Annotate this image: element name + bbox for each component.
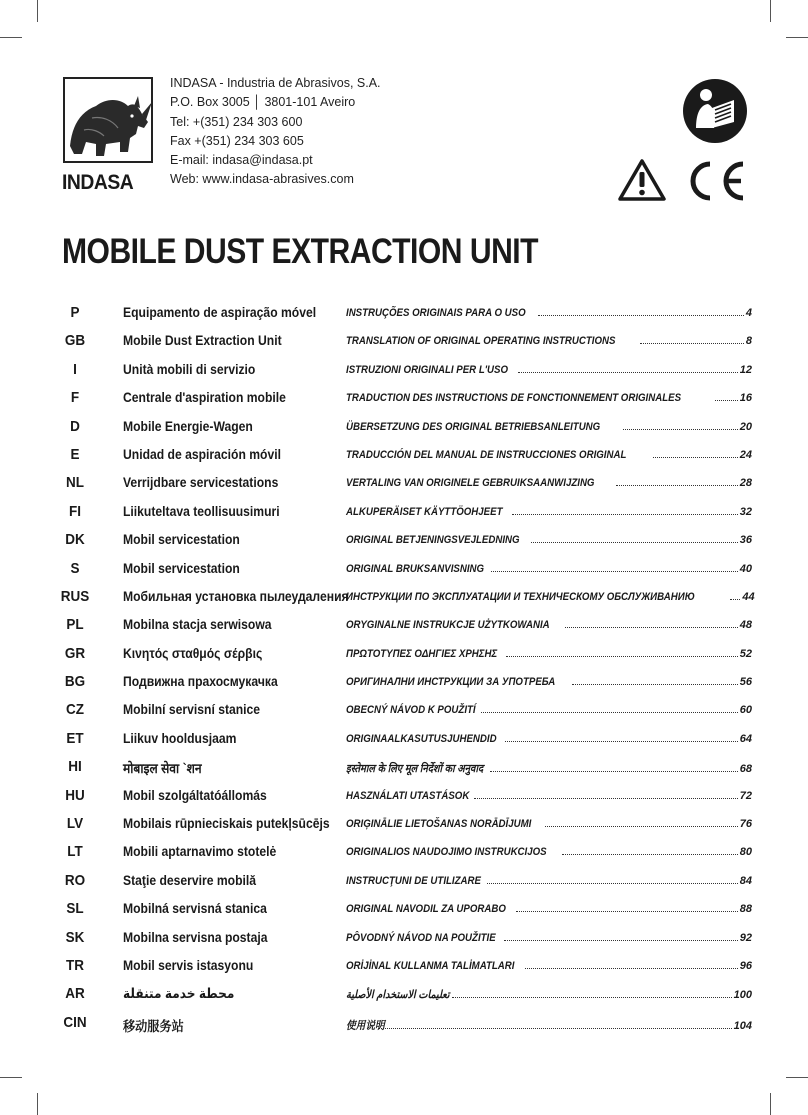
language-code: CIN [63, 1013, 87, 1031]
language-code: RUS [60, 587, 90, 605]
crop-mark [770, 1093, 771, 1115]
page-number: 60 [739, 704, 752, 717]
instructions-title: ORIGINAL BETJENINGSVEJLEDNING [346, 534, 520, 547]
language-code: NL [66, 474, 84, 492]
instructions-title: VERTALING VAN ORIGINELE GEBRUIKSAANWIJZING [346, 477, 595, 490]
language-product-name: Mobil servicestation [123, 560, 240, 576]
dot-leader [565, 627, 737, 628]
instructions-title: TRADUCTION DES INSTRUCTIONS DE FONCTIONNEMENT ORIGINALES [346, 392, 682, 405]
language-product-name: Mobilna servisna postaja [123, 929, 268, 945]
toc-row[interactable] [40, 414, 752, 442]
toc-row[interactable] [40, 925, 752, 953]
page-number: 16 [739, 392, 752, 405]
language-code: DK [65, 531, 85, 549]
instructions-entry [346, 534, 752, 546]
page-number: 20 [739, 420, 752, 433]
instructions-entry [346, 818, 752, 830]
toc-row[interactable] [40, 499, 752, 527]
dot-leader [730, 599, 740, 600]
language-product-name: Mobil servicestation [123, 532, 240, 548]
instructions-title: ORYGINALNE INSTRUKCJE UŻYTKOWANIA [346, 619, 550, 632]
company-phone: Tel: +(351) 234 303 600 [170, 114, 303, 129]
language-product-name: Подвижна прахосмукачка [123, 674, 278, 690]
dot-leader [518, 372, 738, 373]
instructions-entry [346, 392, 752, 404]
page-number: 12 [739, 363, 752, 376]
language-product-name: Mobil szolgáltatóállomás [123, 787, 267, 803]
language-product-name: Mobilna stacja serwisowa [123, 617, 272, 633]
crop-mark [786, 37, 808, 38]
dot-leader [562, 854, 738, 855]
document-title: MOBILE DUST EXTRACTION UNIT [62, 232, 539, 271]
instructions-title: ORİJİNAL KULLANMA TALİMATLARI [346, 959, 515, 972]
language-code: I [73, 360, 77, 378]
instructions-title: INSTRUCŢUNI DE UTILIZARE [346, 874, 481, 887]
instructions-title: ИНСТРУКЦИИ ПО ЭКСПЛУАТАЦИИ И ТЕХНИЧЕСКОМУ ОБСЛУЖИВАНИЮ [346, 590, 695, 603]
instructions-title: ISTRUZIONI ORIGINALI PER L'USO [346, 363, 509, 376]
language-code: AR [65, 985, 85, 1003]
instructions-entry [346, 449, 752, 461]
instructions-entry [346, 619, 752, 631]
instructions-title: OBECNÝ NÁVOD K POUŽITÍ [346, 704, 476, 717]
language-product-name: Liikuv hooldusjaam [123, 730, 237, 746]
crop-mark [0, 1077, 22, 1078]
instructions-entry [346, 960, 752, 972]
instructions-entry [346, 1017, 752, 1033]
instructions-title: HASZNÁLATI UTASTÁSOK [346, 789, 470, 802]
crop-mark [37, 1093, 38, 1115]
page-number: 80 [739, 846, 752, 859]
toc-row[interactable] [40, 868, 752, 896]
instructions-title: ORIGINAL NAVODIL ZA UPORABO [346, 903, 506, 916]
language-product-name: Centrale d'aspiration mobile [123, 390, 286, 406]
company-email: E-mail: indasa@indasa.pt [170, 153, 313, 168]
dot-leader [545, 826, 738, 827]
indasa-logo [62, 76, 154, 194]
toc-row[interactable] [40, 584, 755, 612]
language-code: RO [64, 871, 86, 889]
toc-row[interactable] [40, 1010, 752, 1038]
crop-mark [0, 37, 22, 38]
toc-row[interactable] [40, 527, 752, 555]
toc-row[interactable] [40, 470, 752, 498]
instructions-entry [346, 506, 752, 518]
toc-row[interactable] [40, 697, 752, 725]
instructions-entry [346, 307, 752, 319]
dot-leader [506, 656, 738, 657]
page-number: 40 [739, 562, 752, 575]
language-product-name: Mobile Dust Extraction Unit [123, 333, 282, 349]
dot-leader [531, 542, 738, 543]
language-code: FI [68, 502, 82, 520]
instructions-title: ΠΡΩΤΟΤΥΠΕΣ ΟΔΗΓΙΕΣ ΧΡΗΣΗΣ [346, 647, 498, 660]
language-product-name: मोबाइल सेवा `शन [123, 761, 202, 777]
instructions-entry [346, 846, 752, 858]
toc-row[interactable] [40, 357, 752, 385]
dot-leader [616, 485, 737, 486]
instructions-entry [346, 875, 752, 887]
page-number: 8 [745, 335, 752, 348]
instructions-title: 使用说明 [346, 1019, 385, 1032]
ce-mark-icon [681, 158, 747, 204]
toc-row[interactable] [40, 783, 752, 811]
toc-row[interactable] [40, 328, 752, 356]
instructions-entry [346, 648, 752, 660]
dot-leader [487, 883, 737, 884]
language-code: ET [66, 729, 84, 747]
toc-row[interactable] [40, 839, 752, 867]
instructions-title: TRADUCCIÓN DEL MANUAL DE INSTRUCCIONES ORIGINAL [346, 448, 627, 461]
crop-mark [770, 0, 771, 22]
page-number: 28 [739, 477, 752, 490]
page-number: 36 [739, 534, 752, 547]
instructions-title: ОРИГИНАЛНИ ИНСТРУКЦИИ ЗА УПОТРЕБА [346, 676, 556, 689]
language-code: LV [66, 815, 84, 833]
language-product-name: Verrijdbare servicestations [123, 475, 279, 491]
company-info [170, 74, 381, 190]
dot-leader [505, 741, 738, 742]
language-code: HU [65, 786, 85, 804]
page-number: 48 [739, 619, 752, 632]
dot-leader [623, 429, 738, 430]
instructions-title: ORIĢINĀLIE LIETOŠANAS NORĀDĪJUMI [346, 818, 532, 831]
language-product-name: محطة خدمة متنقلة [123, 986, 235, 1002]
page-number: 100 [733, 989, 752, 1002]
dot-leader [525, 968, 737, 969]
dot-leader [491, 571, 738, 572]
toc-row[interactable] [40, 981, 752, 1009]
toc-row[interactable] [40, 896, 752, 924]
page-number: 32 [739, 505, 752, 518]
instructions-entry [346, 733, 752, 745]
instructions-entry [346, 364, 752, 376]
instructions-entry [346, 563, 752, 575]
instructions-title: ÜBERSETZUNG DES ORIGINAL BETRIEBSANLEITUNG [346, 420, 601, 433]
dot-leader [481, 712, 737, 713]
toc-row[interactable] [40, 641, 752, 669]
instructions-entry [346, 903, 752, 915]
language-product-name: Κινητός σταθμός σέρβις [123, 645, 263, 661]
language-product-name: Mobilní servisní stanice [123, 702, 261, 718]
toc-row[interactable] [40, 726, 752, 754]
instructions-entry [346, 477, 752, 489]
language-code: GB [64, 332, 86, 350]
language-table-of-contents [40, 300, 755, 1038]
toc-row[interactable] [40, 385, 752, 413]
toc-row[interactable] [40, 669, 752, 697]
instructions-title: PÔVODNÝ NÁVOD NA POUŽITIE [346, 931, 496, 944]
instructions-entry [346, 932, 752, 944]
language-code: SK [65, 928, 85, 946]
page-number: 88 [739, 903, 752, 916]
toc-row[interactable] [40, 556, 752, 584]
language-product-name: Liikuteltava teollisuusimuri [123, 503, 280, 519]
dot-leader [538, 315, 744, 316]
dot-leader [474, 798, 738, 799]
language-product-name: Unidad de aspiración móvil [123, 446, 281, 462]
language-code: HI [68, 758, 82, 776]
page-number: 68 [739, 763, 752, 776]
language-product-name: Staţie deservire mobilă [123, 872, 257, 888]
dot-leader [516, 911, 738, 912]
instructions-entry [346, 676, 752, 688]
company-web: Web: www.indasa-abrasives.com [170, 172, 354, 187]
dot-leader [653, 457, 738, 458]
dot-leader [715, 400, 738, 401]
read-manual-icon [682, 78, 748, 144]
language-code: S [70, 559, 80, 577]
page-number: 4 [745, 307, 752, 319]
instructions-entry [346, 761, 752, 776]
instructions-title: ORIGINAALKASUTUSJUHENDID [346, 732, 497, 745]
dot-leader [512, 514, 738, 515]
toc-row[interactable] [40, 612, 752, 640]
page-number: 24 [739, 448, 752, 461]
toc-row[interactable] [40, 811, 752, 839]
company-fax: Fax +(351) 234 303 605 [170, 133, 304, 148]
instructions-entry [346, 590, 755, 603]
language-product-name: Мобильная установка пылеудаления [123, 588, 349, 604]
company-name: INDASA - Industria de Abrasivos, S.A. [170, 76, 381, 90]
dot-leader [452, 997, 732, 998]
language-code: GR [64, 644, 86, 662]
company-address: P.O. Box 3005 │ 3801-101 Aveiro [170, 95, 356, 110]
language-product-name: Mobil servis istasyonu [123, 957, 254, 973]
language-code: D [70, 417, 80, 435]
instructions-title: ALKUPERÄISET KÄYTTÖOHJEET [346, 505, 503, 518]
crop-mark [786, 1077, 808, 1078]
instructions-entry [346, 335, 752, 347]
instructions-title: ORIGINAL BRUKSANVISNING [346, 562, 485, 575]
instructions-title: تعليمات الاستخدام الأصلية [346, 989, 450, 1002]
warning-icon [618, 158, 666, 202]
page-number: 84 [739, 874, 752, 887]
language-product-name: Mobilná servisná stanica [123, 901, 267, 917]
language-product-name: Mobilais rūpnieciskais putekļsūcējs [123, 816, 330, 832]
crop-mark [37, 0, 38, 22]
page-number: 72 [739, 789, 752, 802]
page-number: 92 [739, 931, 752, 944]
page-number: 104 [733, 1019, 752, 1032]
language-code: LT [67, 843, 83, 861]
language-code: PL [66, 616, 84, 634]
instructions-entry [346, 988, 752, 1001]
language-product-name: Mobile Energie-Wagen [123, 418, 253, 434]
language-product-name: Mobili aptarnavimo stotelė [123, 844, 277, 860]
toc-row[interactable] [40, 754, 752, 782]
dot-leader [572, 684, 738, 685]
page-number: 52 [739, 647, 752, 660]
toc-row[interactable] [40, 442, 752, 470]
dot-leader [640, 343, 744, 344]
language-code: BG [64, 673, 86, 691]
language-code: F [70, 389, 80, 407]
language-product-name: Unità mobili di servizio [123, 361, 256, 377]
instructions-entry [346, 421, 752, 433]
page-number: 76 [739, 818, 752, 831]
page-number: 56 [739, 676, 752, 689]
page-number: 96 [739, 959, 752, 972]
language-product-name: Equipamento de aspiração móvel [123, 305, 317, 320]
language-code: P [70, 304, 80, 321]
language-code: E [70, 445, 80, 463]
instructions-entry [346, 704, 752, 716]
instructions-title: TRANSLATION OF ORIGINAL OPERATING INSTRUCTIONS [346, 335, 616, 348]
language-product-name: 移动服务站 [123, 1018, 184, 1034]
toc-row[interactable] [40, 953, 752, 981]
dot-leader [504, 940, 738, 941]
language-code: SL [66, 900, 84, 918]
instructions-entry [346, 790, 752, 802]
page-number: 44 [742, 590, 755, 603]
dot-leader [490, 771, 738, 772]
page-number: 64 [739, 732, 752, 745]
toc-row[interactable] [40, 300, 752, 328]
dot-leader [378, 1028, 732, 1029]
language-code: CZ [66, 701, 84, 719]
rhino-logo-icon [62, 76, 154, 164]
instructions-title: INSTRUÇÕES ORIGINAIS PARA O USO [346, 307, 526, 319]
instructions-title: इस्तेमाल के लिए मूल निर्देशों का अनुवाद [346, 763, 484, 776]
instructions-title: ORIGINALIOS NAUDOJIMO INSTRUKCIJOS [346, 846, 547, 859]
logo-wordmark: INDASA [62, 171, 134, 194]
language-code: TR [66, 956, 84, 974]
